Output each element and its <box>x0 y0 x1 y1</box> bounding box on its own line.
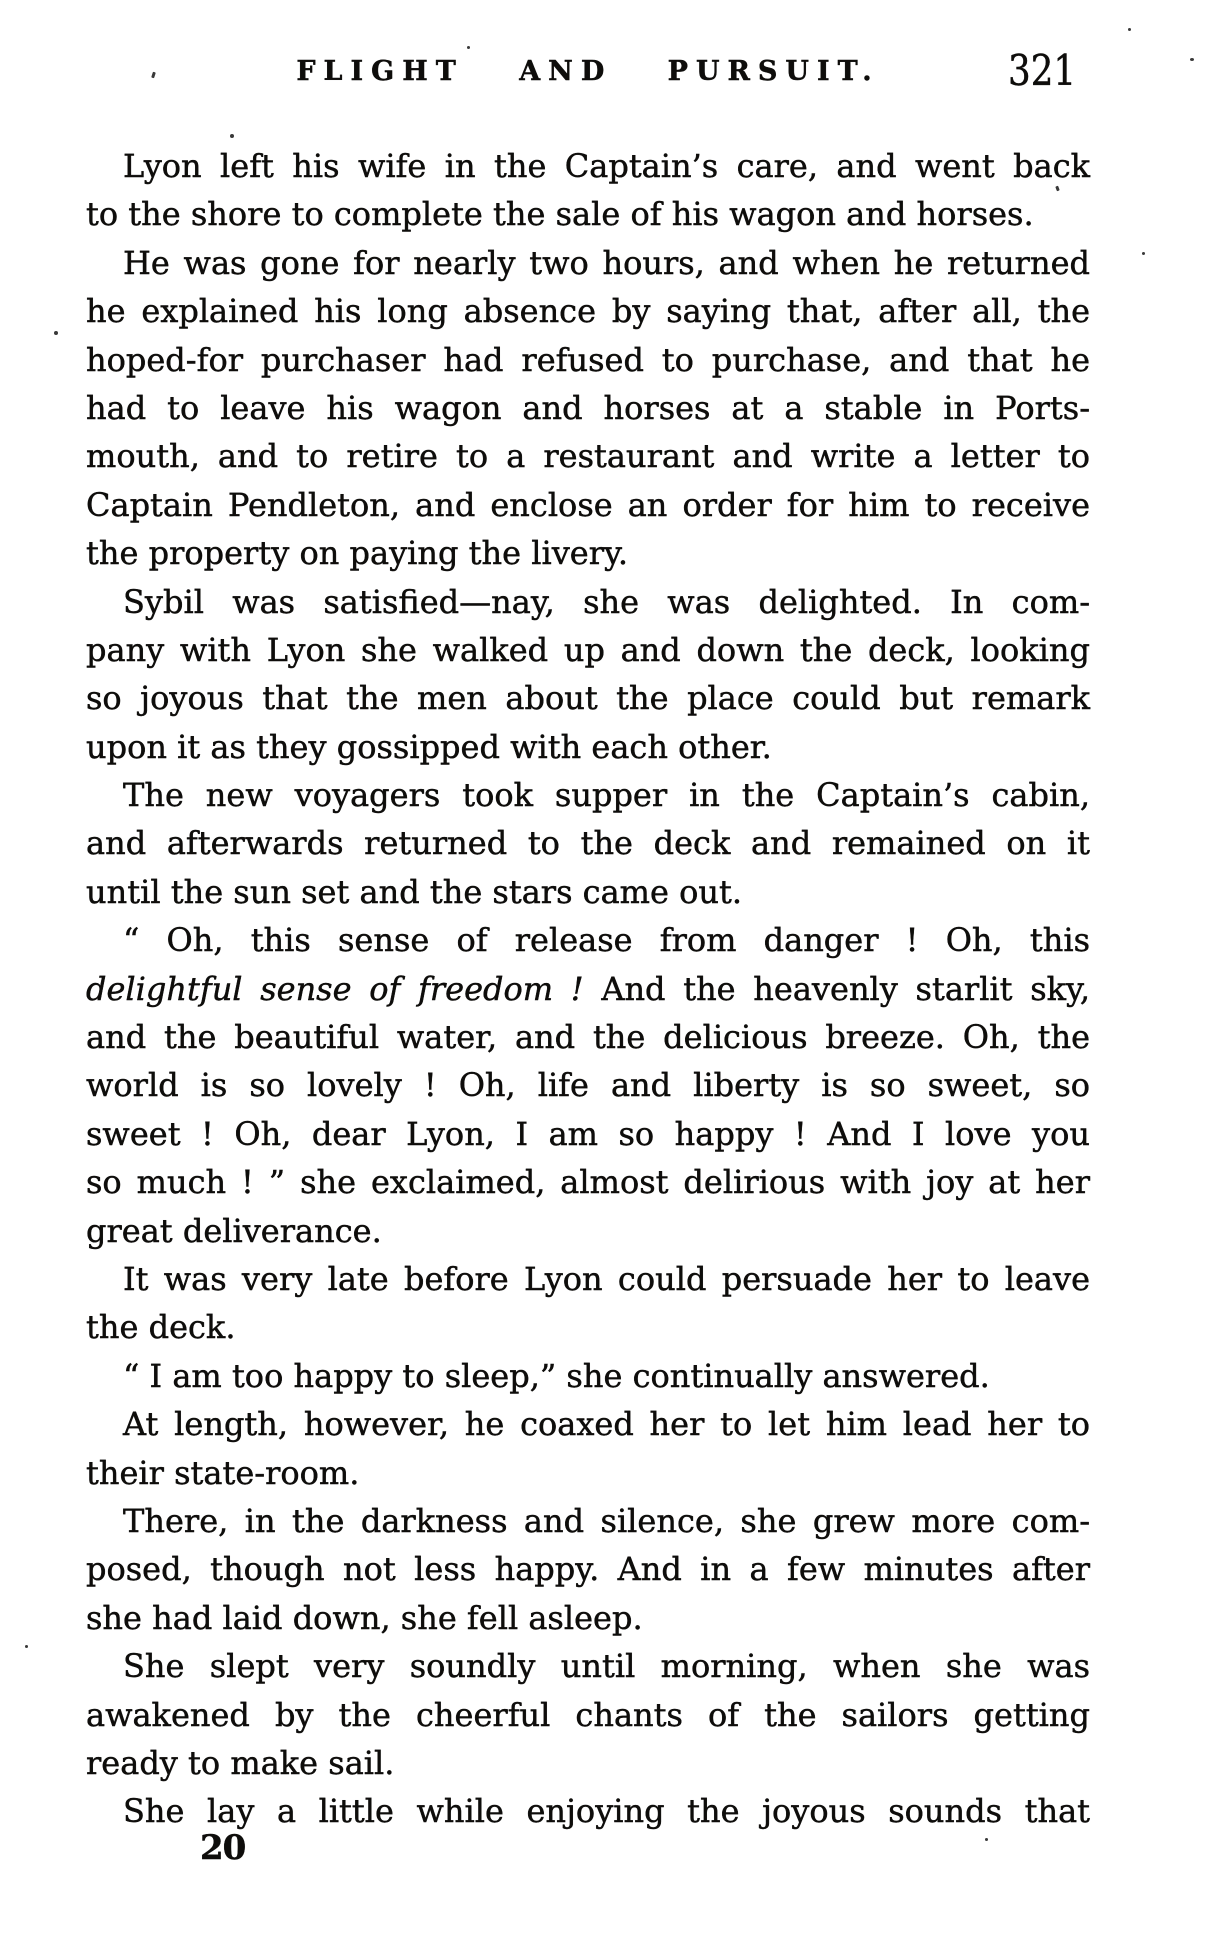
paragraph <box>86 1400 1090 1497</box>
text-line: It was very late before Lyon could persuade her to leave <box>123 1259 1090 1298</box>
text-line: their state-room. <box>86 1453 360 1492</box>
text-line: so joyous that the men about the place could but remark <box>86 679 1090 718</box>
paragraph <box>86 1255 1090 1352</box>
paragraph <box>86 1497 1090 1642</box>
text-line: great deliverance. <box>86 1211 382 1250</box>
text-line: posed, though not less happy. And in a few minutes after <box>86 1550 1090 1589</box>
page-body <box>86 142 1090 1836</box>
text-line: “ I am too happy to sleep,” she continually answered. <box>123 1356 990 1395</box>
text-line: She lay a little while enjoying the joyous sounds that <box>123 1792 1090 1831</box>
text-line: pany with Lyon she walked up and down the deck, looking <box>86 630 1090 669</box>
text-line: “ Oh, this sense of release from danger ! Oh, this <box>123 921 1090 960</box>
text-line: to the shore to complete the sale of his wagon and horses. <box>86 195 1034 234</box>
ink-speck <box>467 46 470 49</box>
text-line: He was gone for nearly two hours, and when he returned <box>123 243 1090 282</box>
text-line: and the beautiful water, and the delicious breeze. Oh, the <box>86 1018 1090 1057</box>
paragraph <box>86 771 1090 916</box>
text-line: mouth, and to retire to a restaurant and write a letter to <box>86 437 1090 476</box>
ink-speck <box>230 134 234 138</box>
text-line: The new voyagers took supper in the Captain’s cabin, <box>123 776 1090 815</box>
text-line: she had laid down, she fell asleep. <box>86 1598 643 1637</box>
page-number: 321 <box>1008 46 1077 95</box>
paragraph <box>86 1352 1090 1400</box>
text-line: he explained his long absence by saying that, after all, the <box>86 292 1090 331</box>
text-line: upon it as they gossipped with each other. <box>86 727 772 766</box>
text-line: the deck. <box>86 1308 236 1347</box>
ink-speck <box>1190 58 1194 61</box>
text-line: so much ! ” she exclaimed, almost delirious with joy at her <box>86 1163 1090 1202</box>
text-line: and afterwards returned to the deck and remained on it <box>86 824 1090 863</box>
paragraph <box>86 916 1090 1255</box>
text-line: had to leave his wagon and horses at a stable in Ports- <box>86 388 1090 427</box>
ink-speck <box>54 331 58 335</box>
text-line: Captain Pendleton, and enclose an order for him to receive <box>86 485 1090 524</box>
text-line: hoped-for purchaser had refused to purchase, and that he <box>86 340 1090 379</box>
running-header-title: FLIGHT AND PURSUIT. <box>296 56 880 87</box>
text-line: ready to make sail. <box>86 1743 395 1782</box>
text-line: At length, however, he coaxed her to let him lead her to <box>123 1405 1090 1444</box>
paragraph <box>86 239 1090 578</box>
text-line: world is so lovely ! Oh, life and liberty is so sweet, so <box>86 1066 1090 1105</box>
text-line: awakened by the cheerful chants of the sailors getting <box>86 1695 1090 1734</box>
paragraph <box>86 578 1090 772</box>
paragraph <box>86 142 1090 239</box>
text-line: sweet ! Oh, dear Lyon, I am so happy ! And I love you <box>86 1114 1090 1153</box>
ink-speck <box>1142 252 1145 255</box>
ink-speck <box>985 1838 988 1841</box>
ink-speck <box>25 1645 28 1648</box>
text-line: There, in the darkness and silence, she grew more com- <box>123 1501 1090 1540</box>
signature-mark: 20 <box>200 1828 246 1868</box>
text-line: Lyon left his wife in the Captain’s care, and went back <box>123 147 1090 185</box>
ink-speck <box>1128 28 1131 31</box>
text-line: delightful sense of freedom ! And the heavenly starlit sky, <box>86 969 1091 1008</box>
text-line: Sybil was satisfied—nay, she was delighted. In com- <box>123 582 1090 621</box>
paragraph <box>86 1642 1090 1787</box>
text-line: the property on paying the livery. <box>86 534 628 573</box>
text-line: until the sun set and the stars came out. <box>86 872 743 911</box>
text-line: She slept very soundly until morning, when she was <box>123 1647 1090 1686</box>
